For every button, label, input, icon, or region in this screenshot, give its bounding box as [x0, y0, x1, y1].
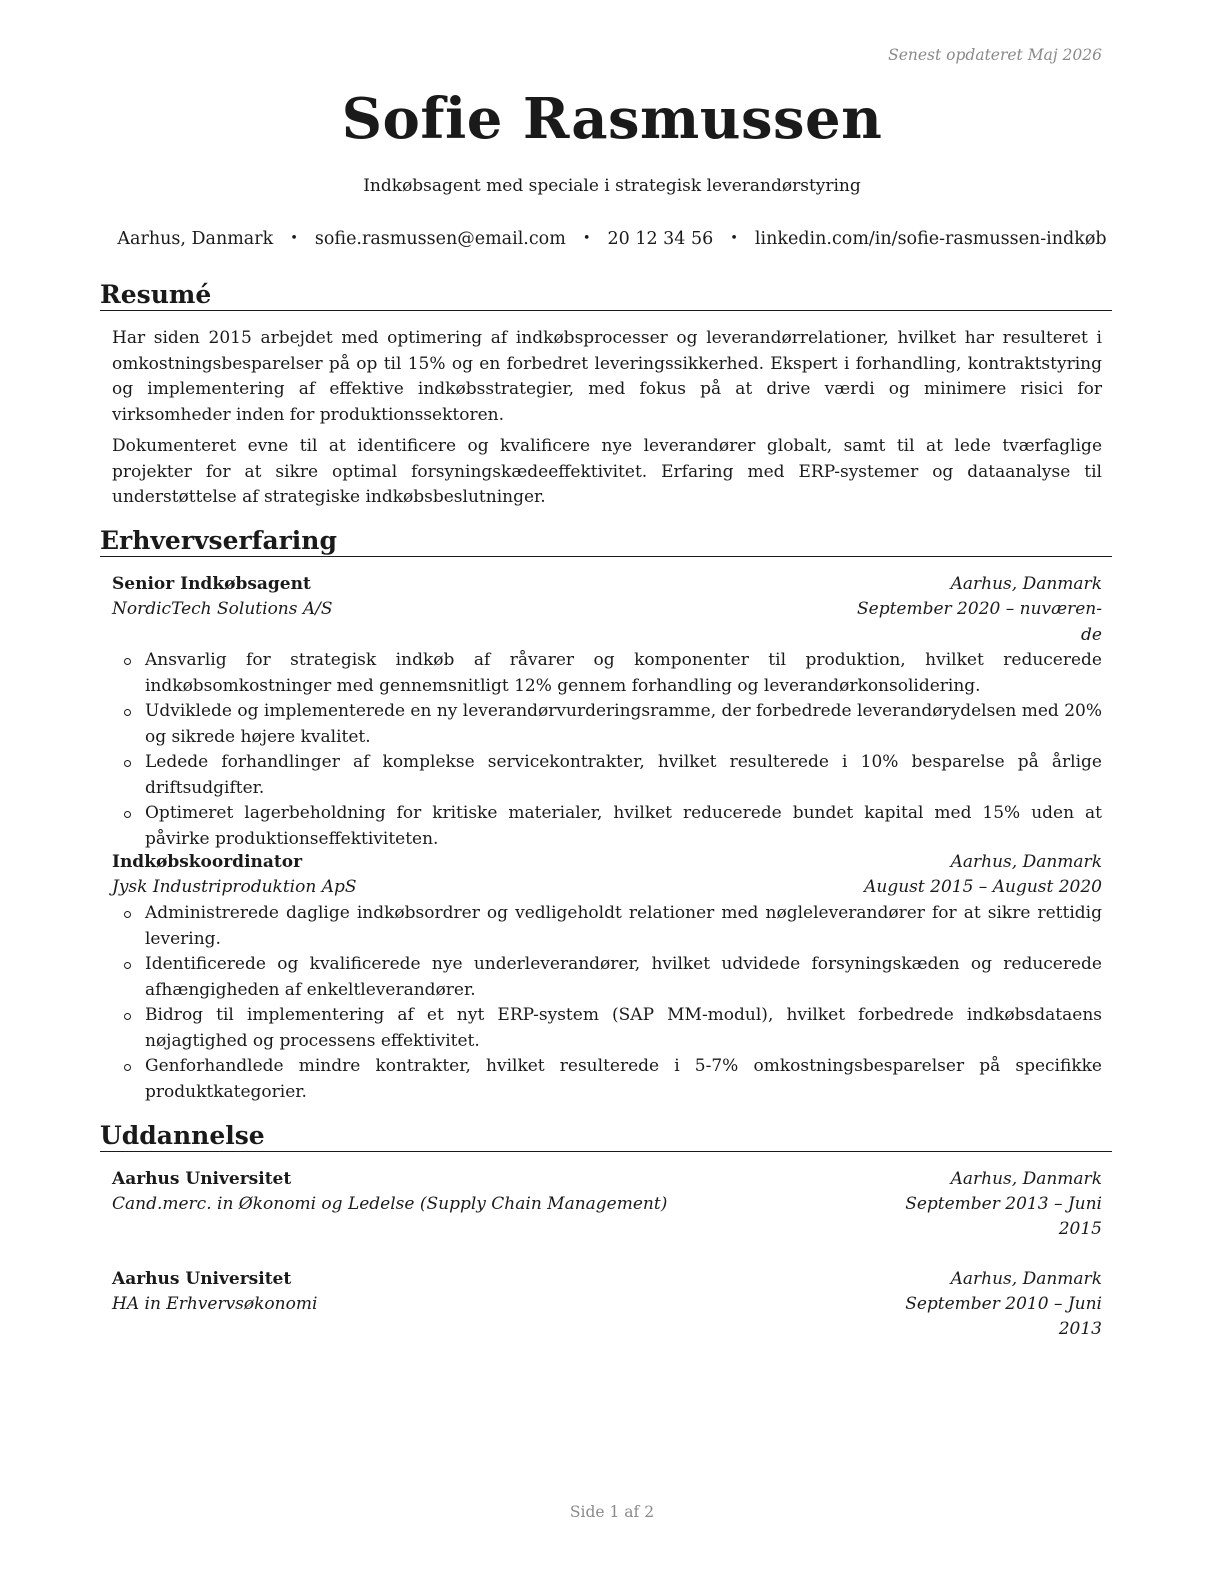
- bullet-text: Administrerede daglige indkøbsordrer og vedligeholdt relationer med nøgleleverandører for at sikre rettidig levering.: [145, 903, 1102, 949]
- list-item: [112, 901, 1102, 952]
- job-company: NordicTech Solutions A/S: [112, 599, 333, 619]
- candidate-name: Sofie Rasmussen: [341, 86, 883, 152]
- circle-bullet-icon: [124, 811, 131, 818]
- education-school: Aarhus Universitet: [112, 1169, 292, 1189]
- contact-linkedin[interactable]: linkedin.com/in/sofie-rasmussen-indkøb: [754, 229, 1107, 249]
- last-updated: Senest opdateret Maj 2026: [888, 46, 1102, 64]
- resume-paragraph: Dokumenteret evne til at identificere og kvalificere nye leverandører globalt, samt til at lede tværfaglige projekter for at sikre optimal forsyningskædeeffektivitet. Erfaring med ERP-systemer og dataanalyse til understøttelse af strategiske indkøbsbeslutninger.: [112, 436, 1102, 507]
- bullet-separator: •: [290, 231, 298, 246]
- circle-bullet-icon: [124, 962, 131, 969]
- list-item: [112, 750, 1102, 801]
- education-degree: HA in Erhvervsøkonomi: [112, 1294, 318, 1314]
- job-role: Indkøbskoordinator: [112, 852, 303, 872]
- contact-email[interactable]: sofie.rasmussen@email.com: [314, 229, 566, 249]
- bullet-separator: •: [730, 231, 738, 246]
- contact-phone: 20 12 34 56: [607, 229, 714, 249]
- education-dates-line2: 2013: [1058, 1319, 1102, 1339]
- section-title-resume: Resumé: [100, 280, 1112, 311]
- education-dates-line2: 2015: [1058, 1219, 1102, 1239]
- list-item: [112, 801, 1102, 852]
- job-company: Jysk Industriproduktion ApS: [112, 877, 357, 897]
- circle-bullet-icon: [124, 911, 131, 918]
- bullet-separator: •: [582, 231, 591, 246]
- job-role: Senior Indkøbsagent: [112, 574, 311, 594]
- bullet-text: Ansvarlig for strategisk indkøb af råvarer og komponenter til produktion, hvilket reducerede indkøbsomkostninger med gennemsnitligt 12% gennem forhandling og leverandørkonsolidering.: [145, 650, 1102, 696]
- section-title-experience: Erhvervserfaring: [100, 526, 1112, 557]
- education-school: Aarhus Universitet: [112, 1269, 292, 1289]
- bullet-text: Bidrog til implementering af et nyt ERP-system (SAP MM-modul), hvilket forbedrede indkøbsdataens nøjagtighed og processens effektivitet.: [145, 1005, 1102, 1051]
- education-dates: September 2013 – Juni: [905, 1194, 1102, 1214]
- circle-bullet-icon: [124, 1013, 131, 1020]
- page-number: Side 1 af 2: [569, 1503, 655, 1521]
- education-degree: Cand.merc. in Økonomi og Ledelse (Supply Chain Management): [112, 1194, 668, 1214]
- education-location: Aarhus, Danmark: [950, 1269, 1102, 1289]
- contact-location: Aarhus, Danmark: [117, 229, 274, 249]
- job-bullets: [112, 648, 1102, 852]
- section-title-education: Uddannelse: [100, 1121, 1112, 1152]
- circle-bullet-icon: [124, 1064, 131, 1071]
- job-dates-line2: de: [1081, 625, 1102, 645]
- bullet-text: Genforhandlede mindre kontrakter, hvilket resulterede i 5-7% omkostningsbesparelser på specifikke produktkategorier.: [145, 1056, 1102, 1102]
- circle-bullet-icon: [124, 658, 131, 665]
- bullet-text: Optimeret lagerbeholdning for kritiske materialer, hvilket reducerede bundet kapital med 15% uden at påvirke produktionseffektiviteten.: [145, 803, 1102, 849]
- circle-bullet-icon: [124, 709, 131, 716]
- bullet-text: Identificerede og kvalificerede nye underleverandører, hvilket udvidede forsyningskæden og reducerede afhængigheden af enkeltleverandører.: [145, 954, 1102, 1000]
- education-location: Aarhus, Danmark: [950, 1169, 1102, 1189]
- list-item: [112, 699, 1102, 750]
- list-item: [112, 1054, 1102, 1105]
- education-dates: September 2010 – Juni: [905, 1294, 1102, 1314]
- contact-line: [0, 229, 1224, 249]
- job-bullets: [112, 901, 1102, 1105]
- tagline: Indkøbsagent med speciale i strategisk leverandørstyring: [363, 176, 861, 196]
- circle-bullet-icon: [124, 760, 131, 767]
- job-location: Aarhus, Danmark: [950, 852, 1102, 872]
- list-item: [112, 952, 1102, 1003]
- job-dates: September 2020 – nuværen-: [856, 599, 1102, 619]
- resume-paragraph: Har siden 2015 arbejdet med optimering af indkøbsprocesser og leverandørrelationer, hvilket har resulteret i omkostningsbesparelser på op til 15% og en forbedret leveringssikkerhed. Ekspert i forhandling, kontraktstyring og implementering af effektive indkøbsstrategier, med fokus på at drive værdi og minimere risici for virksomheder inden for produktionssektoren.: [112, 328, 1102, 425]
- bullet-text: Ledede forhandlinger af komplekse servicekontrakter, hvilket resulterede i 10% besparelse på årlige driftsudgifter.: [145, 752, 1102, 798]
- bullet-text: Udviklede og implementerede en ny leverandørvurderingsramme, der forbedrede leverandørydelsen med 20% og sikrede højere kvalitet.: [145, 701, 1102, 747]
- list-item: [112, 648, 1102, 699]
- list-item: [112, 1003, 1102, 1054]
- job-location: Aarhus, Danmark: [950, 574, 1102, 594]
- job-dates: August 2015 – August 2020: [864, 877, 1102, 897]
